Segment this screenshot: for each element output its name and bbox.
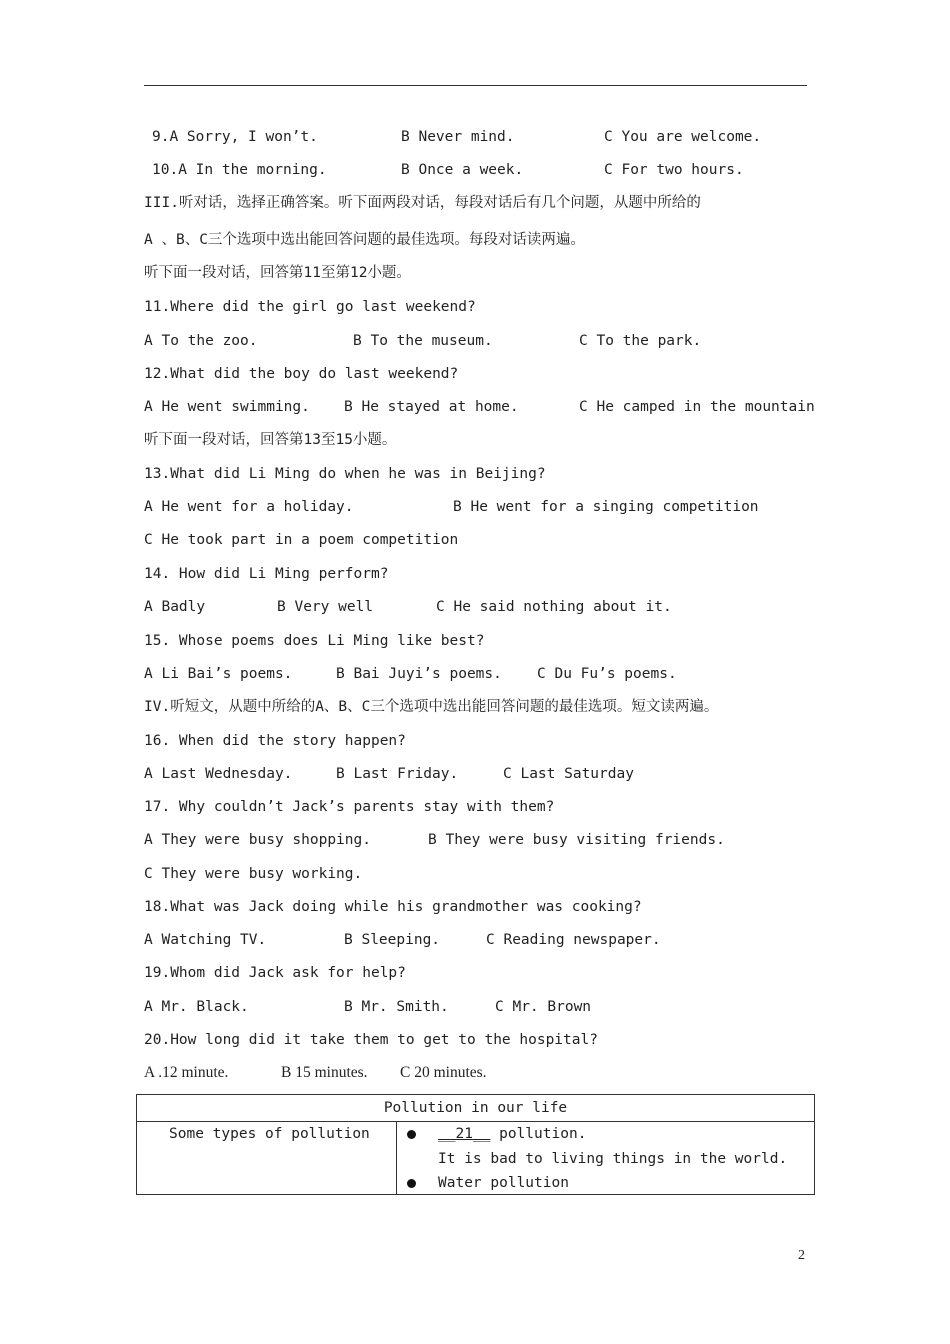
q14-option-c[interactable]: C He said nothing about it. xyxy=(436,599,672,615)
q10-option-b[interactable]: B Once a week. xyxy=(401,162,524,178)
table-right-cell xyxy=(397,1122,815,1195)
section-3-instructions-cont: A 、B、C三个选项中选出能回答问题的最佳选项。每段对话读两遍。 xyxy=(144,232,585,248)
table-item-1: __21__ pollution. xyxy=(438,1126,587,1142)
q11-option-a[interactable]: A To the zoo. xyxy=(144,333,258,349)
q11-option-c[interactable]: C To the park. xyxy=(579,333,702,349)
pollution-table xyxy=(136,1094,815,1195)
question-11: 11.Where did the girl go last weekend? xyxy=(144,299,476,315)
question-18: 18.What was Jack doing while his grandmother was cooking? xyxy=(144,899,642,915)
q14-option-b[interactable]: B Very well xyxy=(277,599,374,615)
question-14: 14. How did Li Ming perform? xyxy=(144,566,389,582)
question-12: 12.What did the boy do last weekend? xyxy=(144,366,459,382)
answer-blank-21[interactable]: __21__ xyxy=(438,1126,491,1142)
q14-option-a[interactable]: A Badly xyxy=(144,599,206,615)
table-title: Pollution in our life xyxy=(137,1095,815,1122)
question-13: 13.What did Li Ming do when he was in Beijing? xyxy=(144,466,546,482)
q15-option-a[interactable]: A Li Bai’s poems. xyxy=(144,666,293,682)
q19-option-c[interactable]: C Mr. Brown xyxy=(495,999,592,1015)
table-left-cell xyxy=(137,1122,397,1195)
q13-option-a[interactable]: A He went for a holiday. xyxy=(144,499,354,515)
q17-option-a[interactable]: A They were busy shopping. xyxy=(144,832,371,848)
question-15: 15. Whose poems does Li Ming like best? xyxy=(144,633,485,649)
bullet-icon xyxy=(407,1179,416,1188)
q10-option-c[interactable]: C For two hours. xyxy=(604,162,744,178)
q20-option-c[interactable]: C 20 minutes. xyxy=(400,1064,487,1081)
q18-option-c[interactable]: C Reading newspaper. xyxy=(486,932,661,948)
question-16: 16. When did the story happen? xyxy=(144,733,406,749)
q13-option-b[interactable]: B He went for a singing competition xyxy=(453,499,759,515)
q18-option-b[interactable]: B Sleeping. xyxy=(344,932,441,948)
q12-option-b[interactable]: B He stayed at home. xyxy=(344,399,519,415)
q9-option-b[interactable]: B Never mind. xyxy=(401,129,515,145)
q9-option-a[interactable]: 9.A Sorry, I won’t. xyxy=(152,129,318,145)
q20-option-a[interactable]: A .12 minute. xyxy=(144,1064,229,1081)
q9-option-c[interactable]: C You are welcome. xyxy=(604,129,762,145)
table-item-2: Water pollution xyxy=(438,1175,569,1191)
question-20: 20.How long did it take them to get to the hospital? xyxy=(144,1032,598,1048)
q19-option-a[interactable]: A Mr. Black. xyxy=(144,999,249,1015)
question-19: 19.Whom did Jack ask for help? xyxy=(144,965,406,981)
table-left-label: Some types of pollution xyxy=(169,1126,370,1142)
q10-option-a[interactable]: 10.A In the morning. xyxy=(152,162,327,178)
header-rule xyxy=(144,85,807,86)
q20-option-b[interactable]: B 15 minutes. xyxy=(281,1064,368,1081)
q17-option-b[interactable]: B They were busy visiting friends. xyxy=(428,832,725,848)
q11-option-b[interactable]: B To the museum. xyxy=(353,333,493,349)
section-4-instructions: IV.听短文，从题中所给的A、B、C三个选项中选出能回答问题的最佳选项。短文读两遍。 xyxy=(144,699,719,715)
q15-option-b[interactable]: B Bai Juyi’s poems. xyxy=(336,666,502,682)
q16-option-a[interactable]: A Last Wednesday. xyxy=(144,766,293,782)
section-3-instructions: III.听对话，选择正确答案。听下面两段对话，每段对话后有几个问题，从题中所给的 xyxy=(144,195,701,211)
page-number: 2 xyxy=(798,1248,805,1263)
q12-option-c[interactable]: C He camped in the mountain xyxy=(579,399,815,415)
dialog-1-intro: 听下面一段对话，回答第11至第12小题。 xyxy=(144,265,411,281)
dialog-2-intro: 听下面一段对话，回答第13至15小题。 xyxy=(144,432,397,448)
bullet-icon xyxy=(407,1130,416,1139)
q16-option-b[interactable]: B Last Friday. xyxy=(336,766,459,782)
q13-option-c[interactable]: C He took part in a poem competition xyxy=(144,532,459,548)
q19-option-b[interactable]: B Mr. Smith. xyxy=(344,999,449,1015)
table-item-1-note: It is bad to living things in the world. xyxy=(438,1151,788,1167)
q15-option-c[interactable]: C Du Fu’s poems. xyxy=(537,666,677,682)
q18-option-a[interactable]: A Watching TV. xyxy=(144,932,267,948)
q17-option-c[interactable]: C They were busy working. xyxy=(144,866,363,882)
q12-option-a[interactable]: A He went swimming. xyxy=(144,399,310,415)
question-17: 17. Why couldn’t Jack’s parents stay with them? xyxy=(144,799,555,815)
q16-option-c[interactable]: C Last Saturday xyxy=(503,766,634,782)
